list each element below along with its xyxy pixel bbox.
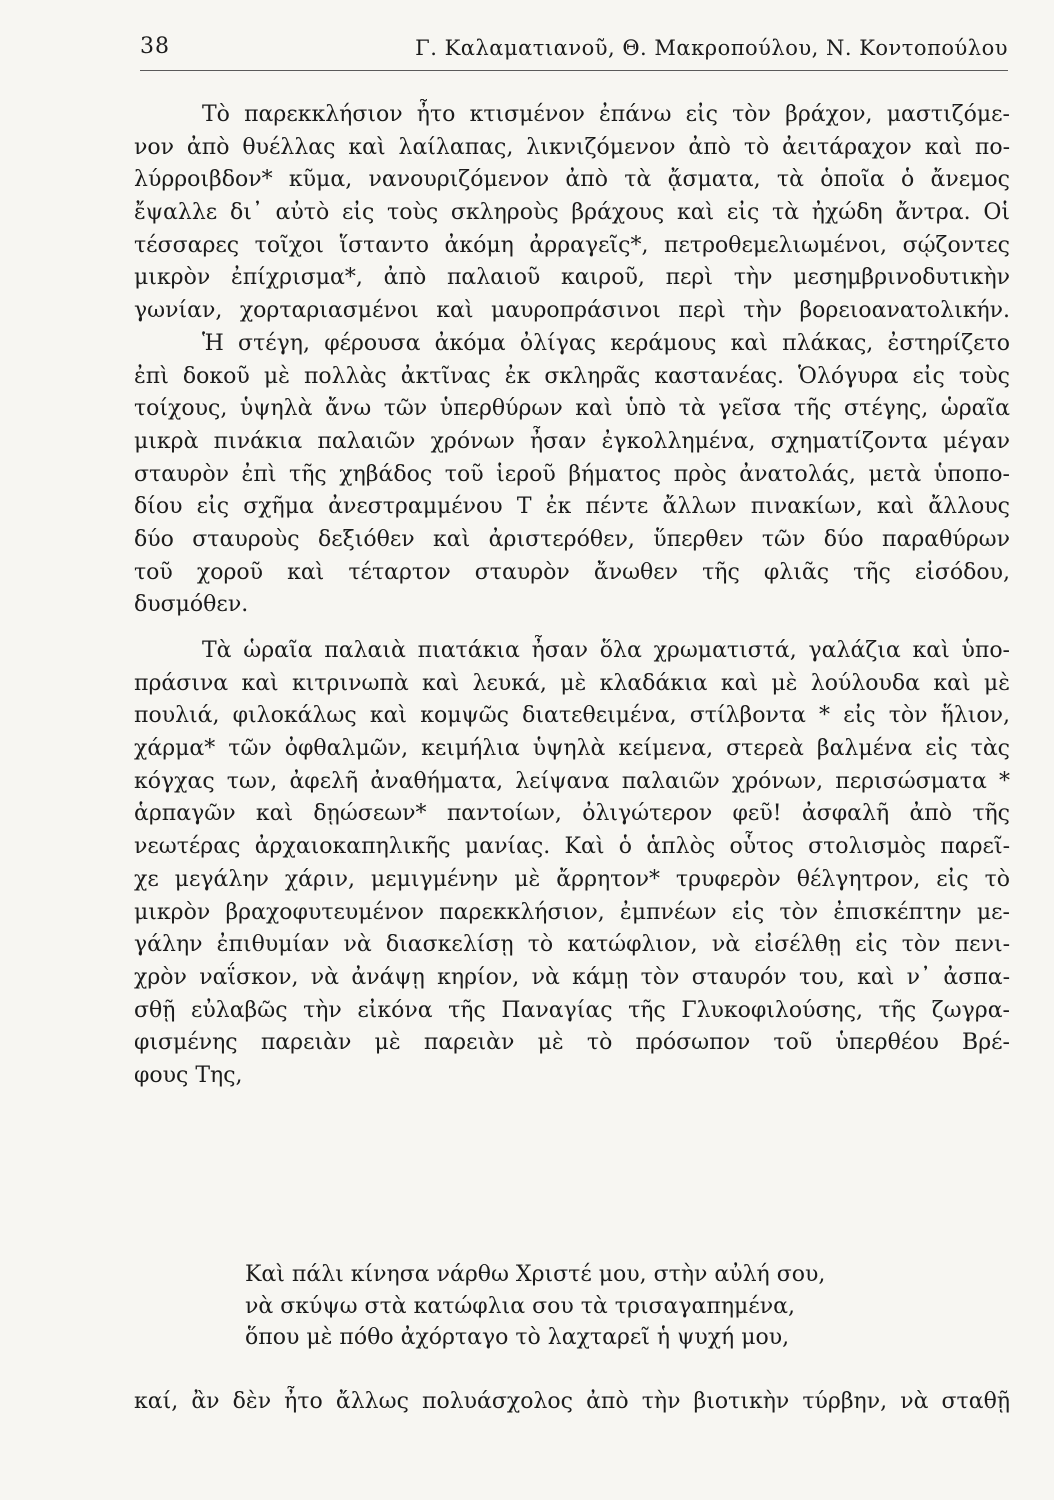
text-line: πράσινα καὶ κιτρινωπὰ καὶ λευκά, μὲ κλαδάκια καὶ μὲ λούλουδα καὶ μὲ bbox=[134, 670, 1010, 696]
text-line: γωνίαν, χορταριασμένοι καὶ μαυροπράσινοι περὶ τὴν βορειοανατολικήν. bbox=[134, 298, 1010, 324]
text-line: τέσσαρες τοῖχοι ἵσταντο ἀκόμη ἀρραγεῖς*, πετροθεμελιωμένοι, σῴζοντες bbox=[134, 232, 1010, 258]
header-rule bbox=[140, 70, 1008, 71]
page-header bbox=[140, 34, 1008, 74]
text-line: ἁρπαγῶν καὶ δῃώσεων* παντοίων, ὀλιγώτερον φεῦ! ἀσφαλῆ ἀπὸ τῆς bbox=[134, 801, 1010, 827]
poem-line: ὅπου μὲ πόθο ἀχόρταγο τὸ λαχταρεῖ ἡ ψυχή μου, bbox=[245, 1325, 790, 1350]
text-line: κόγχας των, ἀφελῆ ἀναθήματα, λείψανα παλαιῶν χρόνων, περισώσματα * bbox=[134, 768, 1010, 794]
text-line: λύρροιβδον* κῦμα, νανουριζόμενον ἀπὸ τὰ ᾄσματα, τὰ ὁποῖα ὁ ἄνεμος bbox=[134, 167, 1010, 193]
text-line: πουλιά, φιλοκάλως καὶ κομψῶς διατεθειμένα, στίλβοντα * εἰς τὸν ἥλιον, bbox=[134, 703, 1010, 729]
text-line: ἔψαλλε δι᾽ αὐτὸ εἰς τοὺς σκληροὺς βράχους καὶ εἰς τὰ ἠχώδη ἄντρα. Οἱ bbox=[134, 200, 1010, 226]
text-line: καί, ἂν δὲν ἦτο ἄλλως πολυάσχολος ἀπὸ τὴν βιοτικὴν τύρβην, νὰ σταθῇ bbox=[134, 1389, 1010, 1414]
text-line: μικρὸν βραχοφυτευμένον παρεκκλήσιον, ἐμπνέων εἰς τὸν ἐπισκέπτην με- bbox=[134, 899, 1010, 925]
text-line: δίου εἰς σχῆμα ἀνεστραμμένου Τ ἐκ πέντε ἄλλων πινακίων, καὶ ἄλλους bbox=[134, 494, 1010, 520]
text-line: σθῇ εὐλαβῶς τὴν εἰκόνα τῆς Παναγίας τῆς Γλυκοφιλούσης, τῆς ζωγρα- bbox=[134, 997, 1010, 1023]
text-line: Ἡ στέγη, φέρουσα ἀκόμα ὀλίγας κεράμους καὶ πλάκας, ἐστηρίζετο bbox=[202, 330, 1010, 356]
body-text bbox=[134, 99, 1010, 1093]
page-number: 38 bbox=[140, 34, 170, 59]
text-line: μικρὸν ἐπίχρισμα*, ἀπὸ παλαιοῦ καιροῦ, περὶ τὴν μεσημβρινοδυτικὴν bbox=[134, 265, 1010, 291]
running-head: Γ. Καλαματιανοῦ, Θ. Μακροπούλου, Ν. Κοντοπούλου bbox=[415, 36, 1008, 60]
text-line: τοίχους, ὑψηλὰ ἄνω τῶν ὑπερθύρων καὶ ὑπὸ τὰ γεῖσα τῆς στέγης, ὡραῖα bbox=[134, 396, 1010, 422]
text-line: Τὸ παρεκκλήσιον ἦτο κτισμένον ἐπάνω εἰς τὸν βράχον, μαστιζόμε- bbox=[202, 102, 1010, 127]
text-line: χρὸν ναΐσκον, νὰ ἀνάψῃ κηρίον, νὰ κάμῃ τὸν σταυρόν του, καὶ ν᾽ ἀσπα- bbox=[134, 964, 1010, 990]
paragraph-1 bbox=[134, 99, 1010, 622]
text-line: φισμένης παρειὰν μὲ παρειὰν μὲ τὸ πρόσωπον τοῦ ὑπερθέου Βρέ- bbox=[134, 1030, 1010, 1056]
text-line: γάλην ἐπιθυμίαν νὰ διασκελίσῃ τὸ κατώφλιον, νὰ εἰσέλθῃ εἰς τὸν πενι- bbox=[134, 932, 1010, 958]
text-line: σταυρὸν ἐπὶ τῆς χηβάδος τοῦ ἱεροῦ βήματος πρὸς ἀνατολάς, μετὰ ὑποπο- bbox=[134, 461, 1010, 487]
text-line: μικρὰ πινάκια παλαιῶν χρόνων ἦσαν ἐγκολλημένα, σχηματίζοντα μέγαν bbox=[134, 428, 1010, 454]
text-line: νον ἀπὸ θυέλλας καὶ λαίλαπας, λικνιζόμενον ἀπὸ τὸ ἀειτάραχον καὶ πο- bbox=[134, 134, 1010, 160]
text-line: χάρμα* τῶν ὀφθαλμῶν, κειμήλια ὑψηλὰ κείμενα, στερεὰ βαλμένα εἰς τὰς bbox=[134, 736, 1010, 762]
text-line: ἐπὶ δοκοῦ μὲ πολλὰς ἀκτῖνας ἐκ σκληρᾶς καστανέας. Ὁλόγυρα εἰς τοὺς bbox=[134, 363, 1010, 389]
poem-line: νὰ σκύψω στὰ κατώφλια σου τὰ τρισαγαπημένα, bbox=[245, 1293, 795, 1319]
text-line: νεωτέρας ἀρχαιοκαπηλικῆς μανίας. Καὶ ὁ ἁπλὸς οὗτος στολισμὸς παρεῖ- bbox=[134, 834, 1010, 860]
text-line: Τὰ ὡραῖα παλαιὰ πιατάκια ἦσαν ὅλα χρωματιστά, γαλάζια καὶ ὑπο- bbox=[202, 638, 1010, 663]
continuation-paragraph bbox=[134, 1386, 1010, 1419]
text-line: δυσμόθεν. bbox=[134, 592, 249, 618]
text-line: φους Της, bbox=[134, 1062, 243, 1088]
paragraph-2 bbox=[134, 635, 1010, 1093]
text-line: τοῦ χοροῦ καὶ τέταρτον σταυρὸν ἄνωθεν τῆς φλιᾶς τῆς εἰσόδου, bbox=[134, 559, 1010, 585]
poem-quote bbox=[245, 1259, 905, 1354]
text-line: χε μεγάλην χάριν, μεμιγμένην μὲ ἄρρητον* τρυφερὸν θέλγητρον, εἰς τὸ bbox=[134, 866, 1010, 892]
poem-line: Καὶ πάλι κίνησα νάρθω Χριστέ μου, στὴν αὐλή σου, bbox=[245, 1262, 826, 1287]
text-line: δύο σταυροὺς δεξιόθεν καὶ ἀριστερόθεν, ὕπερθεν τῶν δύο παραθύρων bbox=[134, 526, 1010, 552]
